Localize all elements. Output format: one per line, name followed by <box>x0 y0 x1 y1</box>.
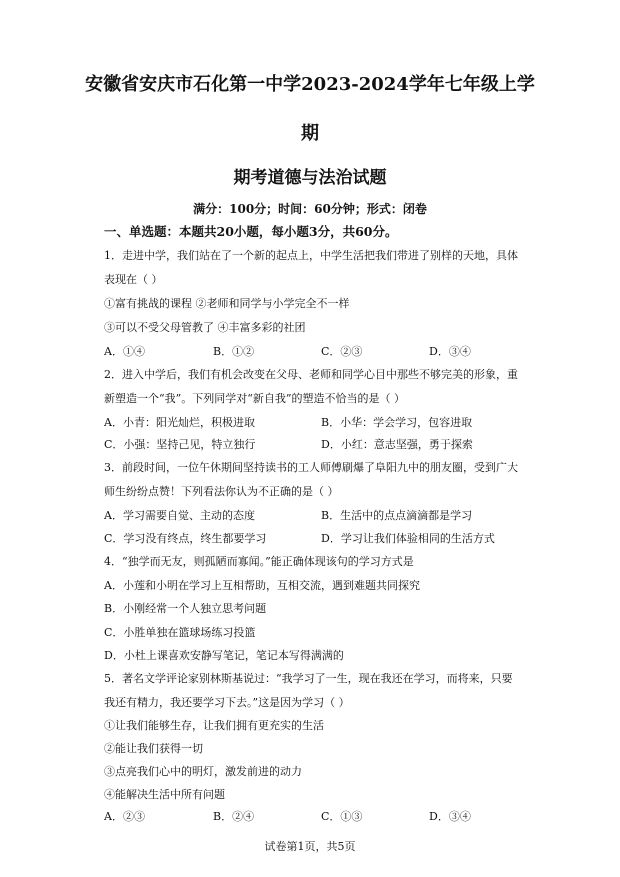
question-3-option-a: A．学习需要自觉、主动的态度 <box>104 509 255 522</box>
exam-title-line-1: 安徽省安庆市石化第一中学2023-2024学年七年级上学 <box>85 74 535 95</box>
exam-subtitle: 期考道德与法治试题 <box>233 168 387 188</box>
question-2-stem-line-2: 新塑造一个“我”。下列同学对“新自我”的塑造不恰当的是（ ） <box>104 392 405 405</box>
question-1-stem-line-1: 1．走进中学，我们站在了一个新的起点上，中学生活把我们带进了别样的天地，具体 <box>104 249 518 262</box>
question-5-stem-line-1: 5．著名文学评论家别林斯基说过：“我学习了一生，现在我还在学习，而将来，只要 <box>104 672 513 685</box>
section-title: 一、单选题：本题共20小题，每小题3分，共60分。 <box>104 224 398 239</box>
question-4-option-d: D．小杜上课喜欢安静写笔记，笔记本写得满满的 <box>104 649 344 662</box>
question-1-stem-line-2: 表现在（ ） <box>104 273 163 286</box>
question-5-option-d: D．③④ <box>429 810 471 823</box>
question-3-stem-line-2: 师生纷纷点赞！下列看法你认为不正确的是（ ） <box>104 485 339 498</box>
question-5-statement-1: ①让我们能够生存，让我们拥有更充实的生活 <box>104 719 324 732</box>
question-5-statement-3: ③点亮我们心中的明灯，激发前进的动力 <box>104 765 302 778</box>
question-2-option-b: B．小华：学会学习，包容进取 <box>321 416 473 429</box>
question-5-option-a: A．②③ <box>104 810 145 823</box>
question-3-option-c: C．学习没有终点，终生都要学习 <box>104 532 267 545</box>
question-4-option-a: A．小莲和小明在学习上互相帮助，互相交流，遇到难题共同探究 <box>104 579 420 592</box>
question-1-option-d: D．③④ <box>429 345 471 358</box>
question-2-option-a: A．小青：阳光灿烂，积极进取 <box>104 416 255 429</box>
question-2-option-c: C．小强：坚持己见，特立独行 <box>104 438 256 451</box>
question-5-option-c: C．①③ <box>321 810 363 823</box>
question-5-statement-2: ②能让我们获得一切 <box>104 742 203 755</box>
question-4-option-b: B．小刚经常一个人独立思考问题 <box>104 602 267 615</box>
question-1-option-a: A．①④ <box>104 345 145 358</box>
question-5-statement-4: ④能解决生活中所有问题 <box>104 788 225 801</box>
question-1-option-c: C．②③ <box>321 345 363 358</box>
question-1-statement-2: ③可以不受父母管教了 ④丰富多彩的社团 <box>104 321 306 334</box>
question-3-option-d: D．学习让我们体验相同的生活方式 <box>321 532 495 545</box>
question-3-stem-line-1: 3．前段时间，一位午休期间坚持读书的工人师傅刷爆了阜阳九中的朋友圈，受到广大 <box>104 461 518 474</box>
question-5-stem-line-2: 我还有精力，我还要学习下去。”这是因为学习（ ） <box>104 696 350 709</box>
question-4-stem-line-1: 4．“独学而无友，则孤陋而寡闻。”能正确体现该句的学习方式是 <box>104 555 414 568</box>
question-2-stem-line-1: 2．进入中学后，我们有机会改变在父母、老师和同学心目中那些不够完美的形象，重 <box>104 368 518 381</box>
question-2-option-d: D．小红：意志坚强，勇于探索 <box>321 438 473 451</box>
question-1-statement-1: ①富有挑战的课程 ②老师和同学与小学完全不一样 <box>104 297 350 310</box>
exam-title-line-2: 期 <box>301 123 319 144</box>
question-1-option-b: B．①② <box>213 345 255 358</box>
question-4-option-c: C．小胜单独在篮球场练习投篮 <box>104 626 256 639</box>
exam-info: 满分：100分；时间：60分钟；形式：闭卷 <box>193 202 427 216</box>
question-5-option-b: B．②④ <box>213 810 255 823</box>
question-3-option-b: B．生活中的点点滴滴都是学习 <box>321 509 473 522</box>
page-footer: 试卷第1页，共5页 <box>264 840 356 853</box>
